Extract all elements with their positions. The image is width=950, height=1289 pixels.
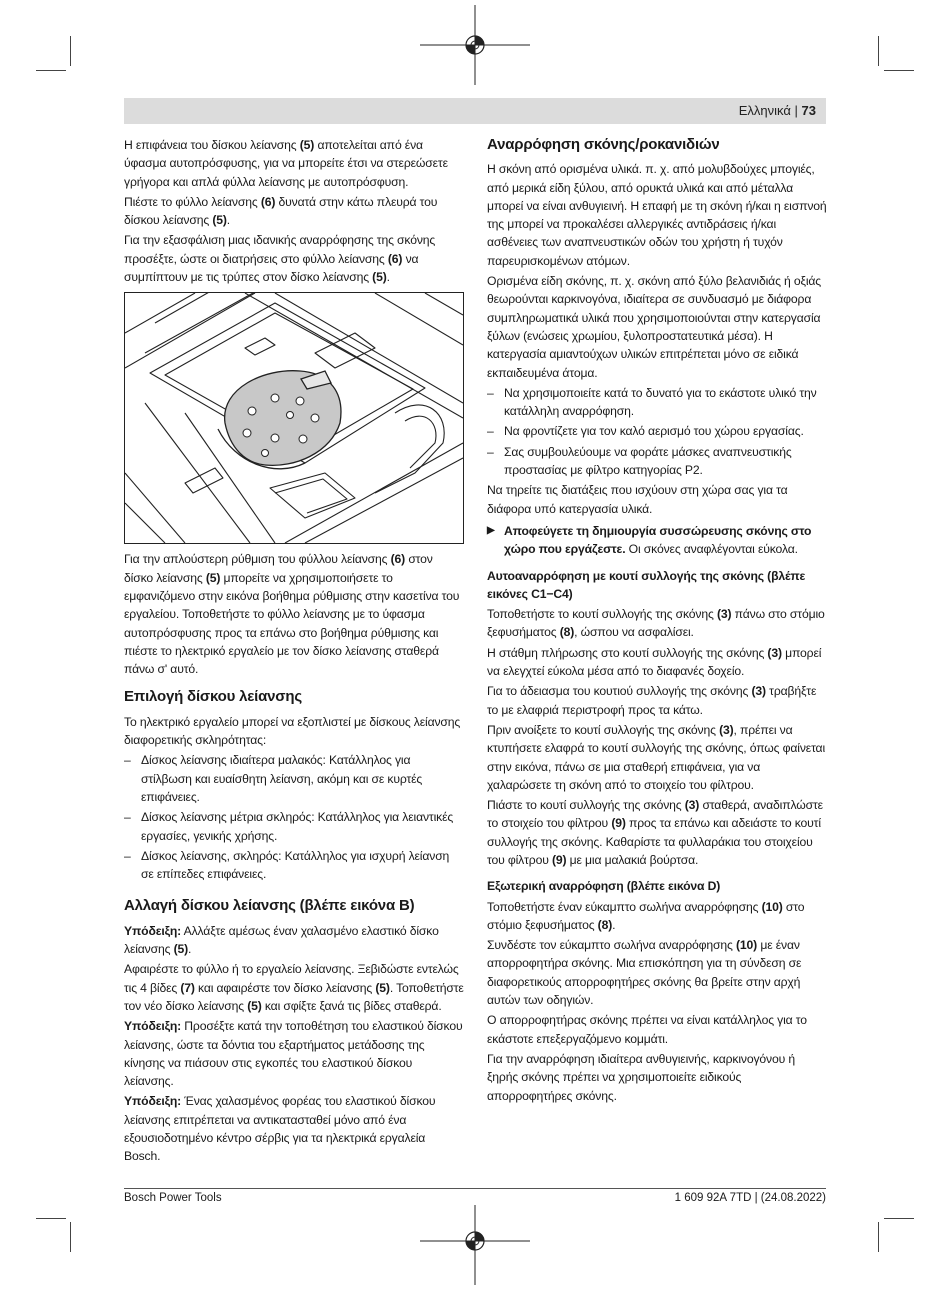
paragraph: Η επιφάνεια του δίσκου λείανσης (5) αποτελείται από ένα ύφασμα αυτοπρόσφυσης, για να μπορείτε έτσι να στερεώσετε γρήγορα και απλά φύλλα λείανσης με αυτοπρόσφυση. <box>124 138 448 189</box>
left-column <box>124 136 464 1168</box>
list-item: – Δίσκος λείανσης ιδιαίτερα μαλακός: Κατάλληλος για στίλβωση και ευαίσθητη λείανση, ακόμη και σε κυρτές επιφάνειες. <box>124 751 464 806</box>
paragraph: Το ηλεκτρικό εργαλείο μπορεί να εξοπλιστεί με δίσκους λείανσης διαφορετικής σκληρότητας: <box>124 714 461 748</box>
paragraph: Αφαιρέστε το φύλλο ή το εργαλείο λείανσης. Ξεβιδώστε εντελώς τις 4 βίδες (7) και αφαιρέστε τον δίσκο λείανσης (5). Τοποθετήστε τον νέο δίσκο λείανσης (5) και σφίξτε ξανά τις βίδες σταθερά. <box>124 962 464 1013</box>
warning-note: Οι σκόνες αναφλέγονται εύκολα. <box>625 542 798 557</box>
list-item: – Να χρησιμοποιείτε κατά το δυνατό για το εκάστοτε υλικό την κατάλληλη αναρρόφηση. <box>487 384 827 421</box>
section-heading: Αναρρόφηση σκόνης/ροκανιδιών <box>487 136 720 153</box>
list-item: – Δίσκος λείανσης, σκληρός: Κατάλληλος για ισχυρή λείανση σε επίπεδες επιφάνειες. <box>124 847 464 884</box>
paragraph: Για την αναρρόφηση ιδιαίτερα ανθυγιεινής, καρκινογόνου ή ξηρής σκόνης πρέπει να χρησιμοποιείτε ειδικούς απορροφητήρες σκόνης. <box>487 1051 795 1103</box>
subsection-heading: Εξωτερική αναρρόφηση (βλέπε εικόνα D) <box>487 879 721 894</box>
list-item-text: Δίσκος λείανσης ιδιαίτερα μαλακός: Κατάλληλος για στίλβωση και ευαίσθητη λείανση, ακόμη και σε κυρτές επιφάνειες. <box>141 753 423 804</box>
crop-mark <box>878 36 879 66</box>
crop-mark <box>878 1222 879 1252</box>
list-item-text: Δίσκος λείανσης, σκληρός: Κατάλληλος για ισχυρή λείανση σε επίπεδες επιφάνειες. <box>141 848 450 882</box>
warning-item <box>487 522 827 559</box>
crop-mark <box>36 70 66 71</box>
list-item-text: Να φροντίζετε για τον καλό αερισμό του χώρου εργασίας. <box>504 424 804 439</box>
paragraph: Πριν ανοίξετε το κουτί συλλογής της σκόνης (3), πρέπει να κτυπήσετε ελαφρά το κουτί συλλογής της σκόνης, όπως φαίνεται στην εικόνα, πάνω σε μια σταθερή επιφάνεια, για να χαλαρώσετε τη σκόνη από το στοιχείο του φίλτρου. <box>487 722 826 792</box>
paragraph: Υπόδειξη: Ένας χαλασμένος φορέας του ελαστικού δίσκου λείανσης επιτρέπεται να αντικατασταθεί μόνο από ένα εξουσιοδοτημένο κέντρο σέρβις για τα ηλεκτρικά εργαλεία Bosch. <box>124 1094 436 1164</box>
paragraph: Πιάστε το κουτί συλλογής της σκόνης (3) σταθερά, αναδιπλώστε το στοιχείο του φίλτρου (9) προς τα επάνω και αδειάστε το κουτί συλλογής της σκόνης. Καθαρίστε τα φυλλαράκια του στοιχείου του φίλτρου (9) με μια μαλακιά βούρτσα. <box>487 798 823 867</box>
list-item: – Δίσκος λείανσης μέτρια σκληρός: Κατάλληλος για λειαντικές εργασίες, γενικής χρήσης. <box>124 808 464 845</box>
section-heading: Αλλαγή δίσκου λείανσης (βλέπε εικόνα B) <box>124 897 415 915</box>
list-item-text: Να χρησιμοποιείτε κατά το δυνατό για το εκάστοτε υλικό την κατάλληλη αναρρόφηση. <box>504 385 817 419</box>
subsection-heading: Αυτοαναρρόφηση με κουτί συλλογής της σκόνης (βλέπε εικόνες C1−C4) <box>487 568 806 601</box>
paragraph: Τοποθετήστε το κουτί συλλογής της σκόνης (3) πάνω στο στόμιο ξεφυσήματος (8), ώσπου να ασφαλίσει. <box>487 607 825 640</box>
paragraph: Να τηρείτε τις διατάξεις που ισχύουν στη χώρα σας για τα διάφορα υπό κατεργασία υλικά. <box>487 483 788 516</box>
paragraph: Υπόδειξη: Αλλάξτε αμέσως έναν χαλασμένο ελαστικό δίσκο λείανσης (5). <box>124 923 439 957</box>
crop-mark <box>884 70 914 71</box>
crop-mark <box>36 1218 66 1219</box>
paragraph: Για το άδειασμα του κουτιού συλλογής της σκόνης (3) τραβήξτε το με ελαφριά περιστροφή προς τα κάτω. <box>487 684 817 717</box>
registration-mark-icon <box>420 5 530 85</box>
paragraph: Υπόδειξη: Προσέξτε κατά την τοποθέτηση του ελαστικού δίσκου λείανσης, ώστε τα δόντια του εξαρτήματος μετάδοσης της κίνησης να πιάσουν στις εγκοπές του ελαστικού δίσκου λείανσης. <box>124 1019 463 1089</box>
footer-rule <box>124 1188 826 1189</box>
crop-mark <box>70 1222 71 1252</box>
paragraph: Ορισμένα είδη σκόνης, π. χ. σκόνη από ξύλο βελανιδιάς ή οξιάς θεωρούνται καρκινογόνα, ιδιαίτερα σε συνδυασμό με διάφορα συμπληρωματικά υλικά που χρησιμοποιούνται στην κατεργασία ξύλων (ενώσεις χρωμίου, ξυλοπροστατευτικά μέσα). Η κατεργασία αμιαντούχων υλικών επιτρέπεται μόνο σε ειδικά εκπαιδευμένα άτομα. <box>487 274 822 380</box>
paragraph: Για την εξασφάλιση μιας ιδανικής αναρρόφησης της σκόνης προσέξτε, ώστε οι διατρήσεις στο φύλλο λείανσης (6) να συμπίπτουν με τις τρύπες στον δίσκο λείανσης (5). <box>124 233 436 285</box>
right-column <box>487 136 827 1107</box>
section-heading: Επιλογή δίσκου λείανσης <box>124 688 302 706</box>
page-header: Ελληνικά | 73 <box>738 103 816 118</box>
list-item: – Να φροντίζετε για τον καλό αερισμό του χώρου εργασίας. <box>487 422 827 440</box>
footer-doc-number: 1 609 92A 7TD | (24.08.2022) <box>674 1192 826 1204</box>
paragraph: Η σκόνη από ορισμένα υλικά. π. χ. από μολυβδούχες μπογιές, από μερικά είδη ξύλου, από ορυκτά υλικά και από μέταλλα μπορεί να είναι ανθυγιεινή. Η επαφή με τη σκόνη ή/και η εισπνοή της μπορεί να προκαλέσει αλλεργικές αντιδράσεις ή/και ασθένειες των αναπνευστικών οδών του χρήστη ή τυχόν παρευρισκομένων ατόμων. <box>487 162 827 268</box>
registration-mark-icon <box>420 1205 530 1285</box>
case-alignment-illustration <box>125 293 463 543</box>
footer-brand: Bosch Power Tools <box>124 1192 222 1204</box>
crop-mark <box>70 36 71 66</box>
triangle-bullet-icon: ▶ <box>487 524 495 536</box>
paragraph: Συνδέστε τον εύκαμπτο σωλήνα αναρρόφησης (10) με έναν απορροφητήρα σκόνης. Μια επισκόπηση για τη σύνδεση σε διαφορετικούς απορροφητήρες σκόνης θα βρείτε στην αρχή αυτών των οδηγιών. <box>487 938 802 1008</box>
paragraph: Πιέστε το φύλλο λείανσης (6) δυνατά στην κάτω πλευρά του δίσκου λείανσης (5). <box>124 194 438 228</box>
paragraph: Η στάθμη πλήρωσης στο κουτί συλλογής της σκόνης (3) μπορεί να ελεγχτεί εύκολα μέσα από το διαφανές δοχείο. <box>487 645 822 679</box>
page-number: 73 <box>801 103 816 118</box>
paragraph: Ο απορροφητήρας σκόνης πρέπει να είναι κατάλληλος για το εκάστοτε επεξεργαζόμενο κομμάτι. <box>487 1013 807 1046</box>
paragraph: Τοποθετήστε έναν εύκαμπτο σωλήνα αναρρόφησης (10) στο στόμιο ξεφυσήματος (8). <box>487 899 805 932</box>
warning-text: Αποφεύγετε τη δημιουργία συσσώρευσης σκόνης στο χώρο που εργάζεστε. <box>504 523 812 557</box>
paragraph: Για την απλούστερη ρύθμιση του φύλλου λείανσης (6) στον δίσκο λείανσης (5) μπορείτε να χρησιμοποιήσετε το εμφανιζόμενο στην εικόνα βοήθημα ρύθμισης στην κασετίνα του εργαλείου. Τοποθετήστε το φύλλο λείανσης με το ύφασμα αυτοπρόσφυσης προς τα επάνω στο βοήθημα ρύθμισης και πιέστε το ηλεκτρικό εργαλείο με τον δίσκο λείανσης σταθερά πάνω σ' αυτό. <box>124 552 460 677</box>
list-item-text: Δίσκος λείανσης μέτρια σκληρός: Κατάλληλος για λειαντικές εργασίες, γενικής χρήσης. <box>141 810 454 843</box>
list-item-text: Σας συμβουλεύουμε να φοράτε μάσκες αναπνευστικής προστασίας με φίλτρο κατηγορίας P2. <box>504 444 792 478</box>
crop-mark <box>884 1218 914 1219</box>
sanding-sheet-alignment-figure <box>124 292 464 544</box>
header-bar <box>124 98 826 124</box>
list-item: – Σας συμβουλεύουμε να φοράτε μάσκες αναπνευστικής προστασίας με φίλτρο κατηγορίας P2. <box>487 443 827 480</box>
header-language: Ελληνικά <box>738 103 791 118</box>
